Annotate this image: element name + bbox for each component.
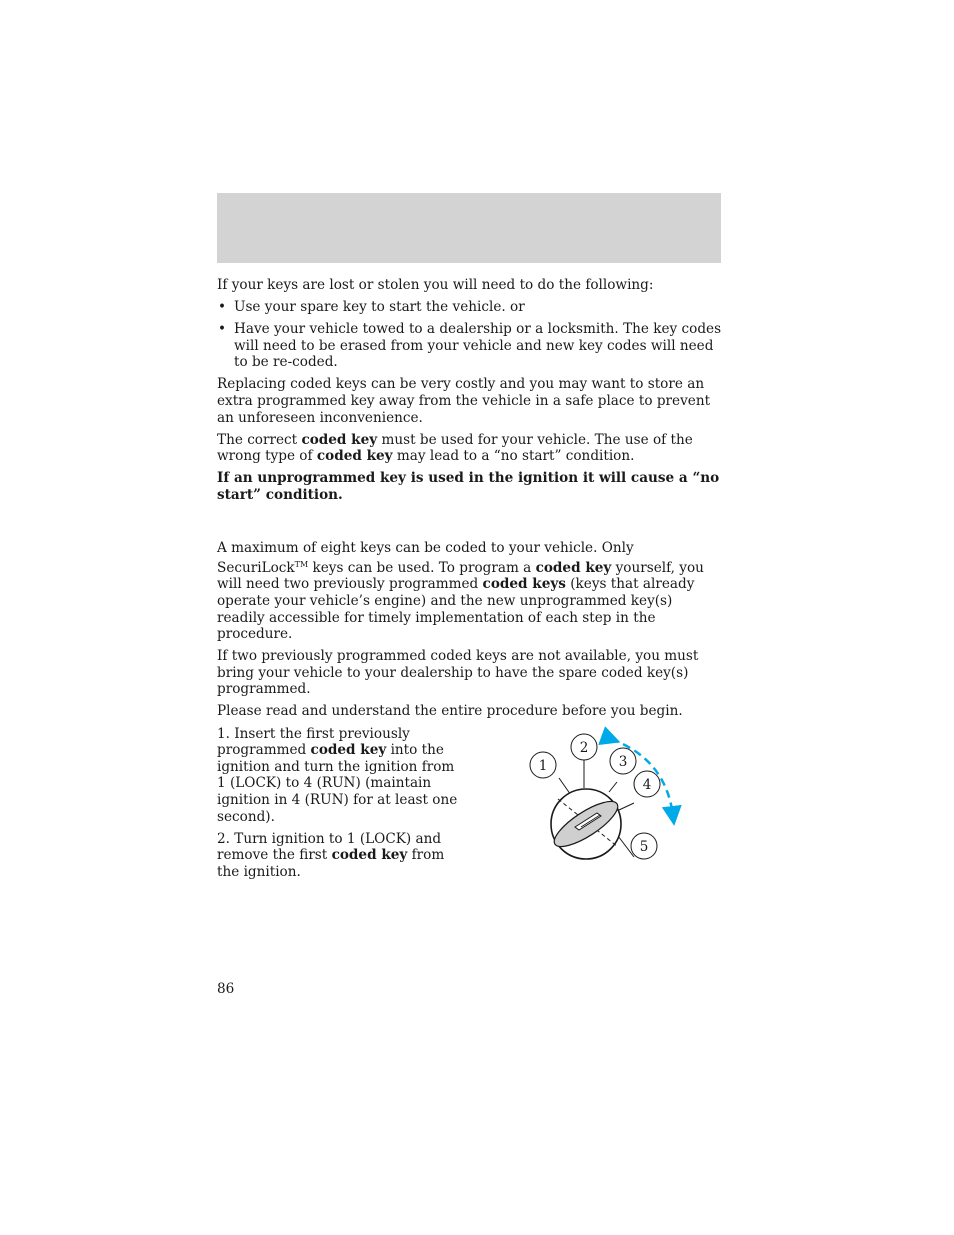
bullet-dot-icon: • xyxy=(218,299,227,316)
ignition-diagram xyxy=(523,726,683,876)
svg-text:4: 4 xyxy=(642,776,652,793)
step-2: 2. Turn ignition to 1 (LOCK) and remove the first coded key from the ignition. xyxy=(217,830,445,880)
unavailable-paragraph: If two previously programmed coded keys are not available, you must bring your vehicle to your dealership to have the spare coded key(s) programmed. xyxy=(217,648,699,698)
bullet-text: Use your spare key to start the vehicle. or xyxy=(234,299,525,316)
please-read-paragraph: Please read and understand the entire procedure before you begin. xyxy=(217,703,683,720)
steps-section xyxy=(217,726,722,881)
trademark-mark: TM xyxy=(294,559,309,569)
warning-paragraph: If an unprogrammed key is used in the ignition it will cause a “no start” condition. xyxy=(217,470,720,504)
bullet-item xyxy=(217,299,722,316)
coded-key-term: coded key xyxy=(331,847,408,864)
svg-text:2: 2 xyxy=(579,739,589,756)
position-5-callout xyxy=(631,833,657,859)
bullet-dot-icon: • xyxy=(218,321,227,338)
position-2-callout xyxy=(571,734,597,760)
position-4-callout xyxy=(634,771,660,797)
page-number: 86 xyxy=(217,981,235,997)
intro-paragraph: If your keys are lost or stolen you will need to do the following: xyxy=(217,277,654,293)
maximum-keys-paragraph: A maximum of eight keys can be coded to your vehicle. Only SecuriLock™ keys can be used. To program a coded key yourself, you will need two previously programmed coded keys (keys that already operate your vehicle’s engine) and the new unprogrammed key(s) readily accessible for timely implementation of each step in the procedure. xyxy=(217,540,704,643)
svg-text:1: 1 xyxy=(538,757,548,774)
svg-text:3: 3 xyxy=(618,753,628,770)
section-header-bar xyxy=(217,193,721,263)
position-3-callout xyxy=(610,748,636,774)
position-1-callout xyxy=(530,752,556,778)
svg-text:5: 5 xyxy=(639,838,649,855)
bullet-text: Have your vehicle towed to a dealership or a locksmith. The key codes will need to be erased from your vehicle and new key codes will need to be re-coded. xyxy=(234,321,722,371)
coded-key-term: coded key xyxy=(310,742,387,759)
coded-key-term: coded key xyxy=(535,559,612,576)
coded-key-term: coded key xyxy=(316,448,393,465)
coded-keys-term: coded keys xyxy=(482,576,566,593)
coded-key-term: coded key xyxy=(301,431,378,448)
replacing-paragraph: Replacing coded keys can be very costly and you may want to store an extra programmed key away from the vehicle in a safe place to prevent an unforeseen inconvenience. xyxy=(217,376,711,426)
correct-key-paragraph: The correct coded key must be used for your vehicle. The use of the wrong type of coded key may lead to a “no start” condition. xyxy=(217,431,693,465)
page-content xyxy=(217,277,722,886)
step-1: 1. Insert the first previously programmed coded key into the ignition and turn the ignition from 1 (LOCK) to 4 (RUN) (maintain ignition in 4 (RUN) for at least one second). xyxy=(217,725,458,825)
bullet-item xyxy=(217,321,722,371)
